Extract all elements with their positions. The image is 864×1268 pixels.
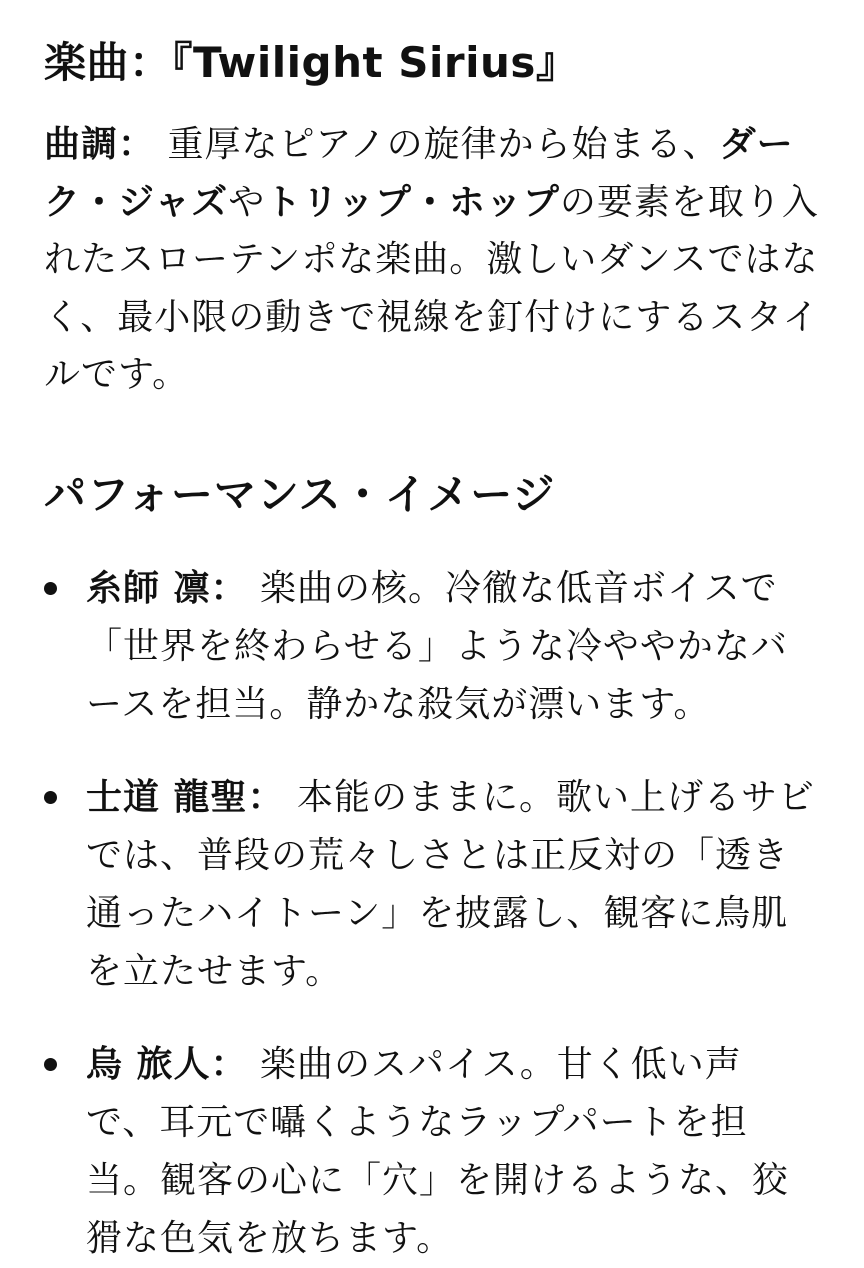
member-name: 士道 龍聖： <box>86 776 285 818</box>
bullet-icon <box>44 791 57 804</box>
song-tone-paragraph <box>44 116 824 404</box>
tone-label: 曲調： <box>44 124 156 165</box>
member-name: 糸師 凛： <box>86 567 248 609</box>
tone-genre-dark-jazz: ダーク・ジャズ <box>44 124 794 223</box>
member-name: 烏 旅人： <box>86 1043 248 1085</box>
member-description-line-2: で、耳元で囁くようなラップパートを担 <box>86 1101 748 1143</box>
member-description: 本能のままに。歌い上げるサビでは、普段の荒々しさとは正反対の「透き通ったハイトーン」を披露し、観客に鳥肌を立たせます。 <box>86 776 815 992</box>
bullet-icon <box>44 582 57 595</box>
list-item-ryusei <box>44 769 824 1001</box>
member-description-line-1: 楽曲のスパイス。甘く低い声 <box>247 1043 742 1085</box>
member-description: 楽曲の核。冷徹な低音ボイスで「世界を終わらせる」ような冷ややかなバースを担当。静かな殺気が漂います。 <box>86 567 788 725</box>
member-description-line-3: 当。観客の心に「穴」を開けるような、狡猾な色気を放ちます。 <box>86 1159 790 1259</box>
tone-text-2: や <box>228 181 266 223</box>
tone-genre-trip-hop: トリップ・ホップ <box>265 181 560 223</box>
performance-heading: パフォーマンス・イメージ <box>44 469 556 519</box>
list-item-rin <box>44 560 824 734</box>
bullet-icon <box>44 1058 57 1071</box>
song-title <box>44 30 824 96</box>
member-list <box>44 560 824 1268</box>
list-item-tabito <box>44 1036 824 1268</box>
tone-text-3: の要素を取り入れたスローテンポな楽曲。激しいダンスではなく、最小限の動きで視線を釘付けにするスタイルです。 <box>44 181 820 395</box>
tone-text-1: 重厚なピアノの旋律から始まる、 <box>155 124 720 165</box>
song-title-prefix: 楽曲： <box>44 38 172 87</box>
song-title-name: 『Twilight Sirius』 <box>171 38 579 87</box>
